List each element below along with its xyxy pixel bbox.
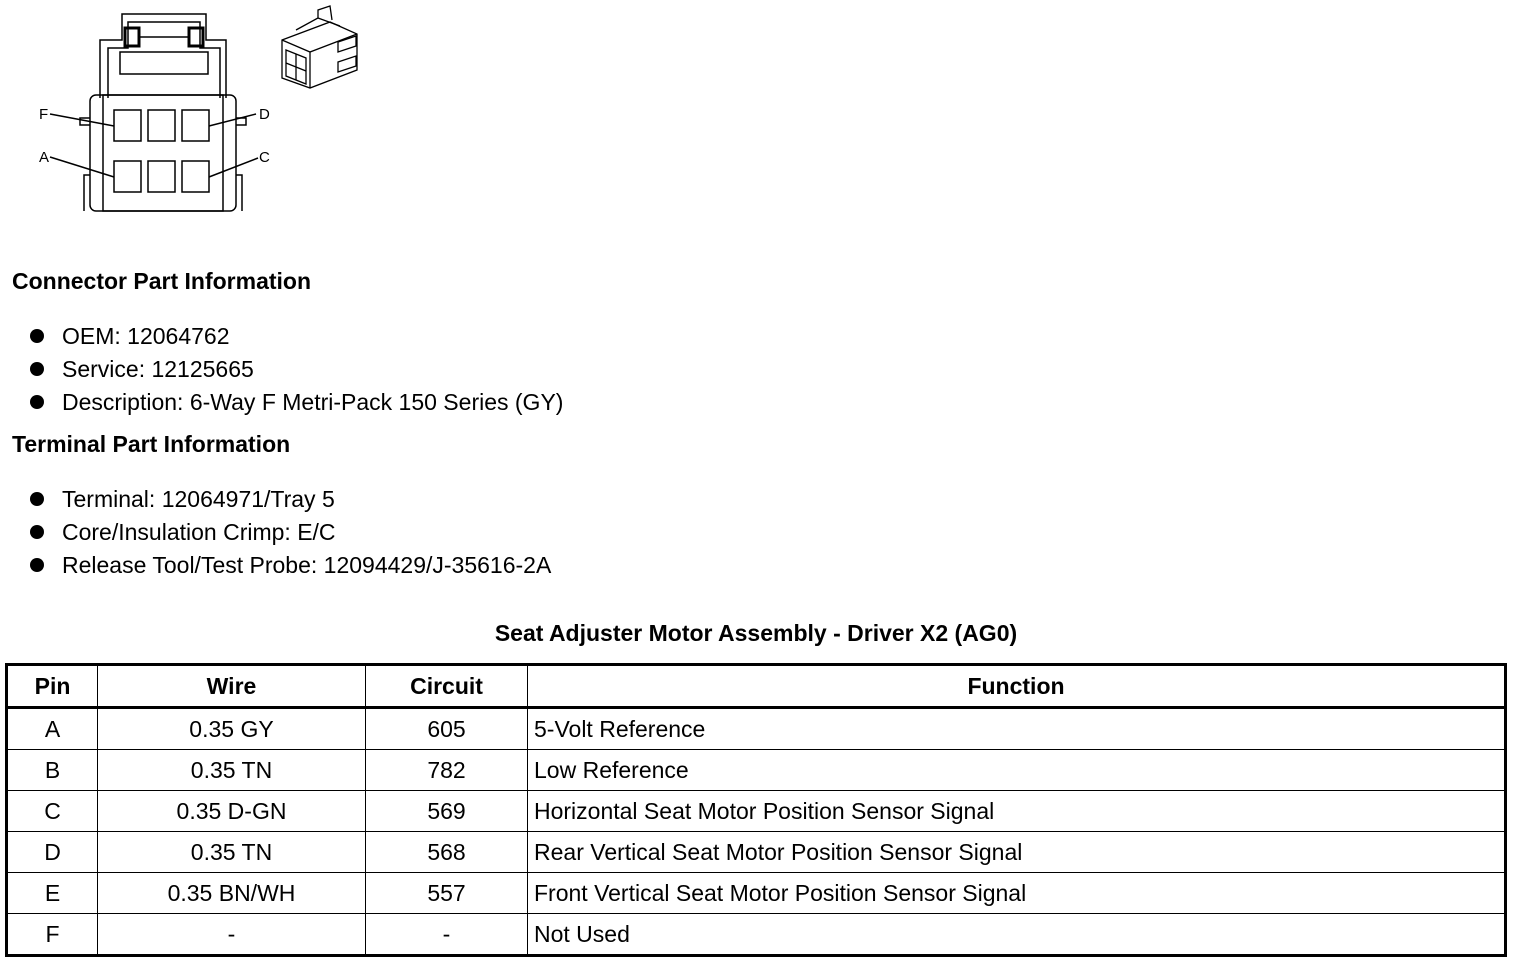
- pin-label-c: C: [259, 149, 270, 166]
- connector-info-list: [30, 320, 563, 419]
- list-item: [30, 549, 551, 582]
- terminal-part: Terminal: 12064971/Tray 5: [62, 486, 335, 512]
- circuit-cell: 568: [366, 832, 528, 873]
- wire-cell: 0.35 GY: [98, 708, 366, 750]
- table-row: [7, 914, 1506, 956]
- pin-cell: F: [7, 914, 98, 956]
- table-header-row: [7, 665, 1506, 708]
- wire-cell: 0.35 D-GN: [98, 791, 366, 832]
- list-item: [30, 483, 551, 516]
- header-wire: Wire: [98, 665, 366, 708]
- bullet-icon: [30, 329, 44, 343]
- pin-cell: B: [7, 750, 98, 791]
- circuit-cell: 557: [366, 873, 528, 914]
- function-cell: Rear Vertical Seat Motor Position Sensor Signal: [528, 832, 1506, 873]
- cavity-b: [148, 161, 175, 192]
- terminal-info-heading: Terminal Part Information: [12, 431, 291, 457]
- connector-body: [80, 95, 246, 211]
- pin-cavities: [114, 110, 209, 192]
- terminal-crimp: Core/Insulation Crimp: E/C: [62, 519, 336, 545]
- pin-cell: D: [7, 832, 98, 873]
- table-title: Seat Adjuster Motor Assembly - Driver X2 (AG0): [494, 620, 1018, 646]
- function-cell: Low Reference: [528, 750, 1506, 791]
- table-row: [7, 832, 1506, 873]
- bullet-icon: [30, 362, 44, 376]
- table-row: [7, 708, 1506, 750]
- wire-cell: 0.35 BN/WH: [98, 873, 366, 914]
- connector-service: Service: 12125665: [62, 356, 254, 382]
- bullet-icon: [30, 395, 44, 409]
- pin-cell: E: [7, 873, 98, 914]
- circuit-cell: 605: [366, 708, 528, 750]
- bullet-icon: [30, 492, 44, 506]
- terminal-info-list: [30, 483, 551, 582]
- table-row: [7, 750, 1506, 791]
- header-function: Function: [528, 665, 1506, 708]
- pin-cell: A: [7, 708, 98, 750]
- connector-info-heading: Connector Part Information: [12, 268, 312, 294]
- pinout-table: [5, 663, 1507, 957]
- wire-cell: 0.35 TN: [98, 750, 366, 791]
- circuit-cell: 782: [366, 750, 528, 791]
- pin-cell: C: [7, 791, 98, 832]
- terminal-release-tool: Release Tool/Test Probe: 12094429/J-35616-2A: [62, 552, 552, 578]
- bullet-icon: [30, 558, 44, 572]
- pin-label-d: D: [259, 106, 270, 123]
- list-item: [30, 353, 563, 386]
- table-row: [7, 873, 1506, 914]
- pin-label-a: A: [39, 149, 50, 166]
- function-cell: 5-Volt Reference: [528, 708, 1506, 750]
- cavity-f: [114, 110, 141, 141]
- table-row: [7, 791, 1506, 832]
- pin-label-f: F: [39, 106, 49, 123]
- list-item: [30, 386, 563, 419]
- list-item: [30, 516, 551, 549]
- function-cell: Not Used: [528, 914, 1506, 956]
- leader-lines: [50, 114, 258, 177]
- connector-isometric-icon: [282, 6, 357, 88]
- cavity-c: [182, 161, 209, 192]
- header-pin: Pin: [7, 665, 98, 708]
- connector-oem: OEM: 12064762: [62, 323, 230, 349]
- connector-latch: [100, 14, 226, 98]
- header-circuit: Circuit: [366, 665, 528, 708]
- list-item: [30, 320, 563, 353]
- cavity-d: [182, 110, 209, 141]
- circuit-cell: 569: [366, 791, 528, 832]
- function-cell: Front Vertical Seat Motor Position Sensor Signal: [528, 873, 1506, 914]
- connector-diagram: [0, 0, 380, 225]
- circuit-cell: -: [366, 914, 528, 956]
- bullet-icon: [30, 525, 44, 539]
- connector-description: Description: 6-Way F Metri-Pack 150 Series (GY): [62, 389, 564, 415]
- function-cell: Horizontal Seat Motor Position Sensor Signal: [528, 791, 1506, 832]
- wire-cell: -: [98, 914, 366, 956]
- cavity-e: [148, 110, 175, 141]
- cavity-a: [114, 161, 141, 192]
- wire-cell: 0.35 TN: [98, 832, 366, 873]
